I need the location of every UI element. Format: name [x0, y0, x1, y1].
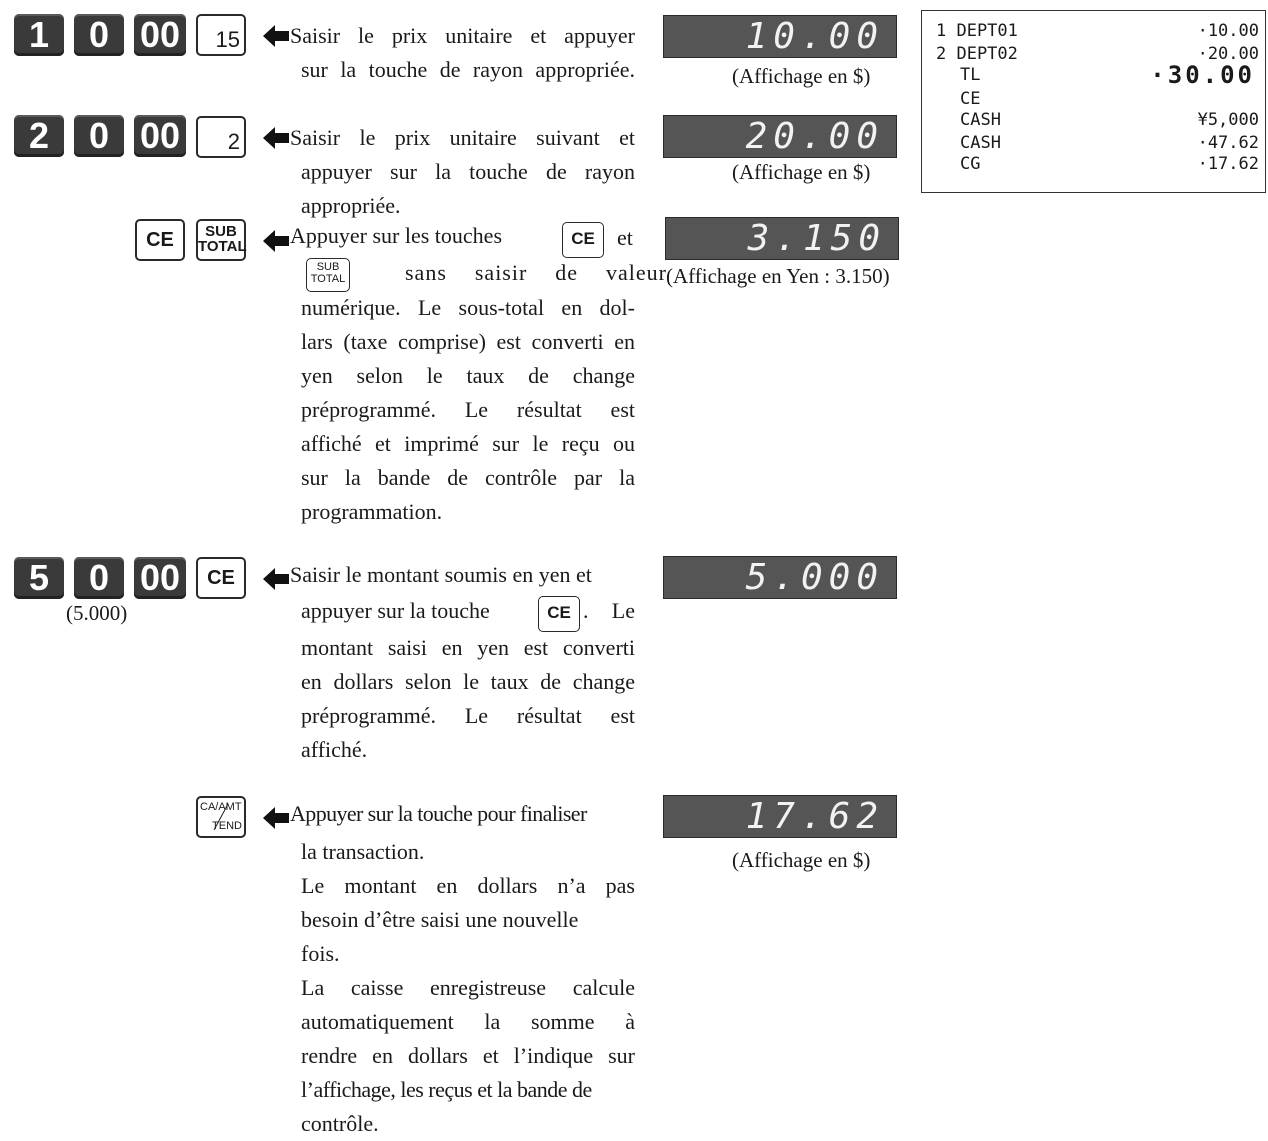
receipt-row — [936, 89, 1259, 111]
receipt-value: ·47.62 — [1197, 133, 1259, 153]
instruction-text: sur la bande de contrôle par la — [301, 465, 635, 490]
key-1[interactable]: 1 — [14, 14, 64, 56]
instruction-text: préprogrammé. Le résultat est — [301, 703, 635, 728]
instruction-text: programmation. — [301, 499, 443, 524]
receipt-row — [936, 21, 1259, 43]
ca-amt-tend-key[interactable] — [196, 796, 246, 838]
instruction-text: en dollars selon le taux de change — [301, 669, 635, 694]
key-5[interactable]: 5 — [14, 557, 64, 599]
instruction-text: Saisir le prix unitaire suivant et — [290, 125, 635, 150]
instruction-text: lars (taxe comprise) est converti en — [301, 329, 635, 354]
display-caption: (Affichage en $) — [732, 160, 871, 184]
instruction-text: sans saisir de valeur — [405, 260, 667, 285]
instruction-text: fois. — [301, 941, 340, 966]
receipt-total-value: ·30.00 — [1150, 61, 1255, 89]
receipt-label: CE — [960, 89, 981, 109]
receipt-row-total — [936, 61, 1259, 89]
instruction-text: automatiquement la somme à — [301, 1009, 635, 1034]
arrow-left-icon — [263, 25, 289, 47]
receipt-value: ¥5,000 — [1197, 110, 1259, 130]
arrow-left-icon — [263, 807, 289, 829]
display-panel: 10.00 — [663, 15, 897, 58]
ce-key-inline: CE — [538, 596, 580, 632]
dept-key-label: 15 — [215, 27, 240, 52]
instruction-text: préprogrammé. Le résultat est — [301, 397, 635, 422]
instruction-text: appropriée. — [301, 193, 401, 218]
subtotal-key[interactable] — [196, 219, 246, 261]
dept-key-2[interactable] — [196, 116, 246, 158]
ca-key-top: CA/AMT — [200, 801, 242, 813]
amount-note: (5.000) — [66, 601, 128, 625]
receipt-value: ·17.62 — [1197, 154, 1259, 174]
instruction-text: appuyer sur la touche de rayon — [301, 159, 635, 184]
key-2[interactable]: 2 — [14, 115, 64, 157]
instruction-text: l’affichage, les reçus et la bande de — [301, 1077, 592, 1102]
display-panel: 3.150 — [665, 217, 899, 260]
key-0[interactable]: 0 — [74, 557, 124, 599]
receipt-value: ·10.00 — [1197, 21, 1259, 41]
instruction-text: besoin d’être saisi une nouvelle — [301, 907, 579, 932]
instruction-text: montant saisi en yen est converti — [301, 635, 635, 660]
instruction-text: sur la touche de rayon appropriée. — [301, 57, 635, 82]
receipt — [921, 10, 1266, 193]
instruction-text: rendre en dollars et l’indique sur — [301, 1043, 635, 1068]
display-panel: 5.000 — [663, 556, 897, 599]
ce-key[interactable]: CE — [196, 557, 246, 599]
subtotal-key-top: SUB — [205, 223, 237, 240]
receipt-value: ·20.00 — [1197, 44, 1259, 64]
instruction-text: La caisse enregistreuse calcule — [301, 975, 635, 1000]
key-00[interactable]: 00 — [134, 557, 186, 599]
receipt-label: CASH — [960, 133, 1001, 153]
ce-key-inline: CE — [562, 222, 604, 258]
instruction-text: la transaction. — [301, 839, 425, 864]
instruction-text: . Le — [583, 598, 635, 623]
subtotal-key-top: SUB — [316, 261, 340, 273]
instruction-text: Appuyer sur la touche pour finaliser — [290, 801, 587, 826]
receipt-row — [936, 110, 1259, 132]
ca-key-bottom: TEND — [212, 820, 242, 832]
instruction-text: affiché et imprimé sur le reçu ou — [301, 431, 635, 456]
receipt-label: TL — [960, 65, 981, 85]
key-0[interactable]: 0 — [74, 115, 124, 157]
dept-key-label: 2 — [227, 129, 240, 154]
display-caption: (Affichage en $) — [732, 64, 871, 88]
instruction-text: yen selon le taux de change — [301, 363, 635, 388]
key-00[interactable]: 00 — [134, 115, 186, 157]
instruction-text: Le montant en dollars n’a pas — [301, 873, 635, 898]
instruction-text: Saisir le montant soumis en yen et — [290, 562, 592, 587]
instruction-text: affiché. — [301, 737, 368, 762]
arrow-left-icon — [263, 230, 289, 252]
arrow-left-icon — [263, 568, 289, 590]
instruction-text: appuyer sur la touche — [301, 598, 490, 623]
subtotal-key-inline — [306, 258, 350, 292]
display-panel: 17.62 — [663, 795, 897, 838]
instruction-text: numérique. Le sous-total en dol- — [301, 295, 635, 320]
receipt-label: 1 DEPT01 — [936, 21, 1018, 41]
ce-key[interactable]: CE — [135, 219, 185, 261]
arrow-left-icon — [263, 127, 289, 149]
subtotal-key-bottom: TOTAL — [198, 238, 247, 255]
subtotal-key-bottom: TOTAL — [310, 273, 346, 285]
instruction-text: Appuyer sur les touches — [290, 223, 503, 248]
display-caption: (Affichage en $) — [732, 848, 871, 872]
display-caption: (Affichage en Yen : 3.150) — [666, 264, 890, 288]
receipt-label: 2 DEPT02 — [936, 44, 1018, 64]
instruction-text: et — [617, 225, 633, 250]
instruction-text: Saisir le prix unitaire et appuyer — [290, 23, 635, 48]
receipt-label: CASH — [960, 110, 1001, 130]
display-panel: 20.00 — [663, 115, 897, 158]
instruction-text: contrôle. — [301, 1111, 379, 1136]
key-00[interactable]: 00 — [134, 14, 186, 56]
receipt-label: CG — [960, 154, 981, 174]
receipt-row — [936, 133, 1259, 155]
receipt-row — [936, 154, 1259, 176]
key-0[interactable]: 0 — [74, 14, 124, 56]
dept-key-15[interactable] — [196, 14, 246, 56]
